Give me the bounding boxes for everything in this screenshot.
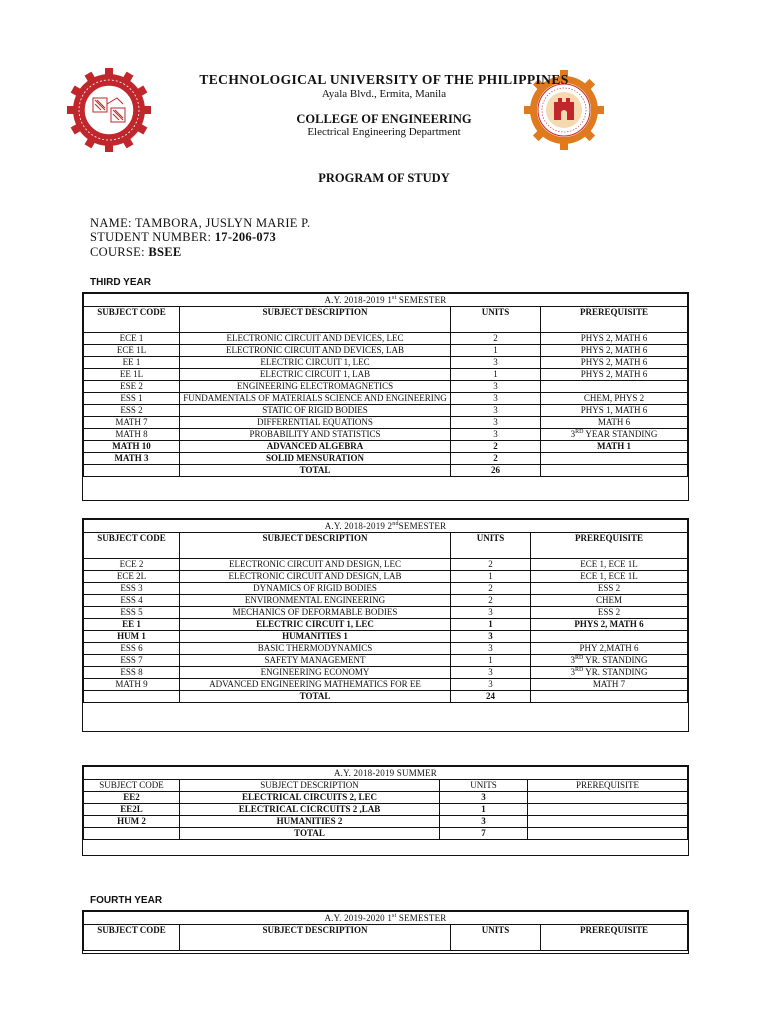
table-row — [84, 643, 688, 655]
subject-code: HUM 2 — [84, 816, 180, 828]
subject-description: BASIC THERMODYNAMICS — [180, 643, 451, 655]
subject-description: SAFETY MANAGEMENT — [180, 655, 451, 667]
subject-prerequisite: 3RD YR. STANDING — [531, 655, 688, 667]
subject-prerequisite: PHYS 2, MATH 6 — [531, 619, 688, 631]
subject-units: 2 — [451, 595, 531, 607]
subject-units: 1 — [451, 369, 541, 381]
subject-description: DYNAMICS OF RIGID BODIES — [180, 583, 451, 595]
fourth-year-first-semester-table — [82, 910, 689, 954]
subject-description: STATIC OF RIGID BODIES — [180, 405, 451, 417]
table-row — [84, 417, 688, 429]
table-row — [84, 429, 688, 441]
subject-description: FUNDAMENTALS OF MATERIALS SCIENCE AND ENGINEERING — [180, 393, 451, 405]
subject-units: 3 — [451, 393, 541, 405]
subject-units: 1 — [451, 345, 541, 357]
table-row — [84, 441, 688, 453]
table-body — [84, 333, 688, 465]
student-number-label: STUDENT NUMBER: — [90, 230, 212, 244]
subject-units: 2 — [451, 559, 531, 571]
subject-units: 3 — [440, 792, 528, 804]
subject-units: 3 — [451, 417, 541, 429]
subject-description: ELECTRIC CIRCUIT 1, LEC — [180, 619, 451, 631]
subject-code: HUM 1 — [84, 631, 180, 643]
subject-description: ELECTRIC CIRCUIT 1, LAB — [180, 369, 451, 381]
subject-units: 3 — [451, 429, 541, 441]
table-row — [84, 631, 688, 643]
subject-prerequisite: ESS 2 — [531, 583, 688, 595]
col-header-prerequisite: PREREQUISITE — [531, 533, 688, 559]
table-row — [84, 381, 688, 393]
table-row — [84, 679, 688, 691]
subject-code: MATH 10 — [84, 441, 180, 453]
subject-prerequisite: PHYS 2, MATH 6 — [541, 345, 688, 357]
col-header-description: SUBJECT DESCRIPTION — [180, 925, 451, 951]
summer-table — [82, 765, 689, 856]
second-semester-table — [82, 518, 689, 732]
table-row — [84, 816, 688, 828]
table-body — [84, 559, 688, 691]
subject-prerequisite: PHYS 2, MATH 6 — [541, 333, 688, 345]
table-caption: A.Y. 2018-2019 SUMMER — [84, 767, 688, 780]
subject-prerequisite: ESS 2 — [531, 607, 688, 619]
third-year-label: THIRD YEAR — [90, 277, 151, 288]
table-row — [84, 667, 688, 679]
subject-prerequisite: 3RD YEAR STANDING — [541, 429, 688, 441]
subject-units: 2 — [451, 333, 541, 345]
subject-code: EE 1 — [84, 619, 180, 631]
subject-code: ECE 2 — [84, 559, 180, 571]
table-row — [84, 333, 688, 345]
total-units: 24 — [451, 691, 531, 703]
subject-description: SOLID MENSURATION — [180, 453, 451, 465]
subject-code: ECE 1 — [84, 333, 180, 345]
col-header-prerequisite: PREREQUISITE — [541, 925, 688, 951]
university-name: TECHNOLOGICAL UNIVERSITY OF THE PHILIPPINES — [199, 72, 569, 87]
col-header-units: UNITS — [451, 307, 541, 333]
course-line — [90, 245, 182, 260]
subject-units: 3 — [440, 816, 528, 828]
subject-description: HUMANITIES 2 — [180, 816, 440, 828]
subject-units: 3 — [451, 679, 531, 691]
subject-description: ADVANCED ALGEBRA — [180, 441, 451, 453]
subject-description: ELECTRONIC CIRCUIT AND DEVICES, LAB — [180, 345, 451, 357]
subject-prerequisite: ECE 1, ECE 1L — [531, 571, 688, 583]
table-caption: A.Y. 2019-2020 1st SEMESTER — [84, 912, 688, 925]
subject-code: ESS 7 — [84, 655, 180, 667]
subject-description: HUMANITIES 1 — [180, 631, 451, 643]
table-row — [84, 571, 688, 583]
subject-code: MATH 3 — [84, 453, 180, 465]
subject-code: ESS 6 — [84, 643, 180, 655]
col-header-code: SUBJECT CODE — [84, 925, 180, 951]
department-name: Electrical Engineering Department — [307, 126, 461, 138]
subject-prerequisite: ECE 1, ECE 1L — [531, 559, 688, 571]
subject-prerequisite — [528, 804, 688, 816]
subject-description: MECHANICS OF DEFORMABLE BODIES — [180, 607, 451, 619]
table-body — [84, 792, 688, 828]
table-row — [84, 655, 688, 667]
col-header-units: UNITS — [451, 533, 531, 559]
subject-code: ESS 4 — [84, 595, 180, 607]
table-row — [84, 453, 688, 465]
subject-prerequisite — [541, 453, 688, 465]
total-label: TOTAL — [180, 691, 451, 703]
subject-code: ECE 2L — [84, 571, 180, 583]
subject-code: MATH 8 — [84, 429, 180, 441]
subject-prerequisite — [531, 631, 688, 643]
college-name: COLLEGE OF ENGINEERING — [296, 112, 472, 126]
subject-prerequisite: MATH 7 — [531, 679, 688, 691]
university-address: Ayala Blvd., Ermita, Manila — [321, 88, 447, 100]
subject-code: EE2L — [84, 804, 180, 816]
subject-units: 3 — [451, 643, 531, 655]
subject-code: ESS 8 — [84, 667, 180, 679]
subject-description: ELECTRICAL CICRCUITS 2 ,LAB — [180, 804, 440, 816]
col-header-description: SUBJECT DESCRIPTION — [180, 780, 440, 792]
subject-units: 3 — [451, 381, 541, 393]
subject-prerequisite — [528, 816, 688, 828]
total-label: TOTAL — [180, 465, 451, 477]
subject-description: ENGINEERING ECONOMY — [180, 667, 451, 679]
subject-description: ELECTRONIC CIRCUIT AND DESIGN, LAB — [180, 571, 451, 583]
col-header-description: SUBJECT DESCRIPTION — [180, 307, 451, 333]
subject-units: 1 — [451, 655, 531, 667]
subject-units: 2 — [451, 453, 541, 465]
student-name: TAMBORA, JUSLYN MARIE P. — [134, 216, 311, 230]
subject-units: 1 — [451, 571, 531, 583]
subject-code: EE2 — [84, 792, 180, 804]
col-header-prerequisite: PREREQUISITE — [528, 780, 688, 792]
subject-code: ESS 2 — [84, 405, 180, 417]
subject-code: ESE 2 — [84, 381, 180, 393]
subject-code: EE 1 — [84, 357, 180, 369]
col-header-units: UNITS — [451, 925, 541, 951]
table-row — [84, 595, 688, 607]
subject-units: 1 — [440, 804, 528, 816]
course-value: BSEE — [148, 245, 182, 259]
table-caption: A.Y. 2018-2019 2ndSEMESTER — [84, 520, 688, 533]
table-row — [84, 345, 688, 357]
total-row — [84, 828, 688, 840]
total-row — [84, 691, 688, 703]
table-row — [84, 583, 688, 595]
subject-code: EE 1L — [84, 369, 180, 381]
subject-description: ENGINEERING ELECTROMAGNETICS — [180, 381, 451, 393]
subject-description: DIFFERENTIAL EQUATIONS — [180, 417, 451, 429]
total-label: TOTAL — [180, 828, 440, 840]
table-row — [84, 792, 688, 804]
col-header-prerequisite: PREREQUISITE — [541, 307, 688, 333]
student-number: 17-206-073 — [214, 230, 277, 244]
table-row — [84, 607, 688, 619]
document-title: PROGRAM OF STUDY — [318, 171, 450, 185]
subject-prerequisite: PHY 2,MATH 6 — [531, 643, 688, 655]
subject-prerequisite: MATH 1 — [541, 441, 688, 453]
subject-description: PROBABILITY AND STATISTICS — [180, 429, 451, 441]
subject-prerequisite: PHYS 1, MATH 6 — [541, 405, 688, 417]
total-row — [84, 465, 688, 477]
subject-prerequisite — [541, 381, 688, 393]
name-label: NAME: — [90, 216, 132, 230]
subject-description: ELECTRONIC CIRCUIT AND DESIGN, LEC — [180, 559, 451, 571]
table-row — [84, 357, 688, 369]
subject-units: 3 — [451, 607, 531, 619]
subject-prerequisite: PHYS 2, MATH 6 — [541, 369, 688, 381]
col-header-code: SUBJECT CODE — [84, 780, 180, 792]
table-row — [84, 393, 688, 405]
subject-code: ESS 3 — [84, 583, 180, 595]
subject-code: ECE 1L — [84, 345, 180, 357]
total-units: 26 — [451, 465, 541, 477]
subject-prerequisite: CHEM, PHYS 2 — [541, 393, 688, 405]
fourth-year-label: FOURTH YEAR — [90, 895, 163, 906]
col-header-description: SUBJECT DESCRIPTION — [180, 533, 451, 559]
col-header-code: SUBJECT CODE — [84, 307, 180, 333]
subject-prerequisite — [528, 792, 688, 804]
table-row — [84, 559, 688, 571]
table-row — [84, 619, 688, 631]
subject-description: ENVIRONMENTAL ENGINEERING — [180, 595, 451, 607]
subject-description: ELECTRONIC CIRCUIT AND DEVICES, LEC — [180, 333, 451, 345]
subject-code: ESS 1 — [84, 393, 180, 405]
table-row — [84, 369, 688, 381]
subject-prerequisite: CHEM — [531, 595, 688, 607]
subject-prerequisite: PHYS 2, MATH 6 — [541, 357, 688, 369]
subject-units: 3 — [451, 405, 541, 417]
table-caption: A.Y. 2018-2019 1st SEMESTER — [84, 294, 688, 307]
subject-units: 3 — [451, 667, 531, 679]
first-semester-table — [82, 292, 689, 501]
student-number-line — [90, 230, 276, 245]
subject-prerequisite: MATH 6 — [541, 417, 688, 429]
col-header-units: UNITS — [440, 780, 528, 792]
subject-description: ADVANCED ENGINEERING MATHEMATICS FOR EE — [180, 679, 451, 691]
subject-code: MATH 7 — [84, 417, 180, 429]
total-units: 7 — [440, 828, 528, 840]
table-row — [84, 804, 688, 816]
subject-code: MATH 9 — [84, 679, 180, 691]
subject-units: 2 — [451, 583, 531, 595]
subject-prerequisite: 3RD YR. STANDING — [531, 667, 688, 679]
subject-description: ELECTRIC CIRCUIT 1, LEC — [180, 357, 451, 369]
subject-code: ESS 5 — [84, 607, 180, 619]
student-name-line — [90, 216, 310, 231]
subject-description: ELECTRICAL CIRCUITS 2, LEC — [180, 792, 440, 804]
subject-units: 2 — [451, 441, 541, 453]
subject-units: 1 — [451, 619, 531, 631]
subject-units: 3 — [451, 631, 531, 643]
table-row — [84, 405, 688, 417]
subject-units: 3 — [451, 357, 541, 369]
col-header-code: SUBJECT CODE — [84, 533, 180, 559]
course-label: COURSE: — [90, 245, 145, 259]
